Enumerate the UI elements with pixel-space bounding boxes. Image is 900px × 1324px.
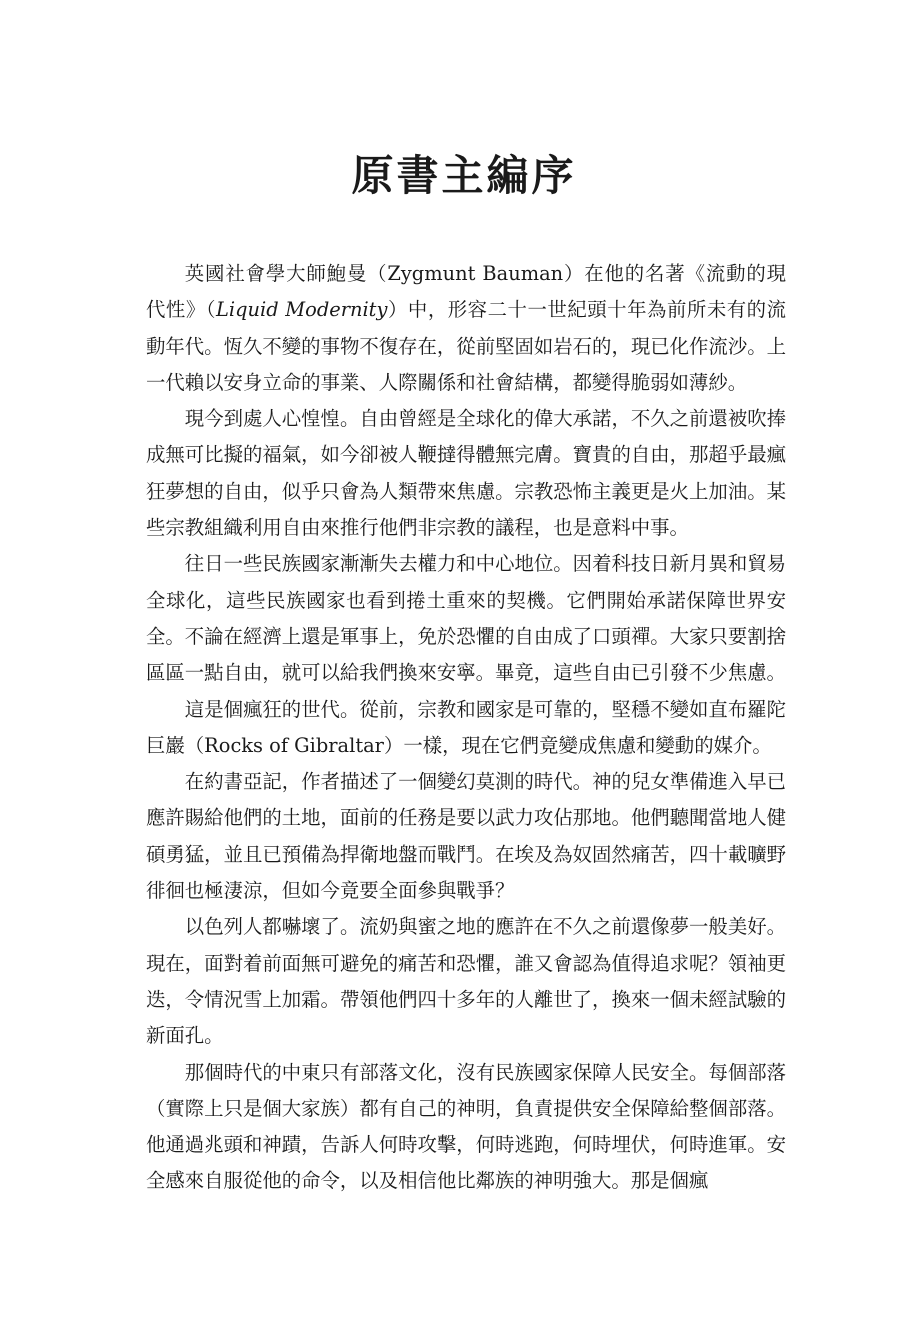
book-title-italic: Liquid Modernity bbox=[216, 298, 388, 322]
paragraph-3: 往日一些民族國家漸漸失去權力和中心地位。因着科技日新月異和貿易全球化，這些民族國家也看到捲土重來的契機。它們開始承諾保障世界安全。不論在經濟上還是軍事上，免於恐懼的自由成了口頭禪。大家只要割捨區區一點自由，就可以給我們換來安寧。畢竟，這些自由已引發不少焦慮。 bbox=[146, 552, 786, 685]
paragraph-1-text-a: 英國社會學大師鮑曼（Zygmunt Bauman）在他的名著《流動的現代性》（ bbox=[146, 262, 786, 322]
page-title: 原書主編序 bbox=[351, 151, 577, 200]
paragraph-4: 這是個瘋狂的世代。從前，宗教和國家是可靠的，堅穩不變如直布羅陀巨巖（Rocks of Gibraltar）一樣，現在它們竟變成焦慮和變動的媒介。 bbox=[146, 697, 786, 757]
paragraph-1 bbox=[146, 256, 786, 401]
paragraph-7: 那個時代的中東只有部落文化，沒有民族國家保障人民安全。每個部落（實際上只是個大家族）都有自己的神明，負責提供安全保障給整個部落。他通過兆頭和神蹟，告訴人何時攻擊，何時逃跑，何時埋伏，何時進軍。安全感來自服從他的命令，以及相信他比鄰族的神明強大。那是個瘋 bbox=[146, 1060, 786, 1193]
paragraph-1-text-b: ）中，形容二十一世紀頭十年為前所未有的流動年代。恆久不變的事物不復存在，從前堅固如岩石的，現已化作流沙。上一代賴以安身立命的事業、人際關係和社會結構，都變得脆弱如薄紗。 bbox=[146, 298, 786, 394]
paragraph-5: 在約書亞記，作者描述了一個變幻莫測的時代。神的兒女準備進入早已應許賜給他們的土地，面前的任務是要以武力攻佔那地。他們聽聞當地人健碩勇猛，並且已預備為捍衛地盤而戰鬥。在埃及為奴固然痛苦，四十載曠野徘徊也極淒涼，但如今竟要全面參與戰爭？ bbox=[146, 770, 786, 903]
paragraph-6: 以色列人都嚇壞了。流奶與蜜之地的應許在不久之前還像夢一般美好。現在，面對着前面無可避免的痛苦和恐懼，誰又會認為值得追求呢？領袖更迭，令情況雪上加霜。帶領他們四十多年的人離世了，換來一個未經試驗的新面孔。 bbox=[146, 915, 786, 1048]
preface-body bbox=[146, 256, 786, 1200]
paragraph-2: 現今到處人心惶惶。自由曾經是全球化的偉大承諾，不久之前還被吹捧成無可比擬的福氣，如今卻被人鞭撻得體無完膚。寶貴的自由，那超乎最瘋狂夢想的自由，似乎只會為人類帶來焦慮。宗教恐怖主義更是火上加油。某些宗教組織利用自由來推行他們非宗教的議程，也是意料中事。 bbox=[146, 407, 786, 540]
